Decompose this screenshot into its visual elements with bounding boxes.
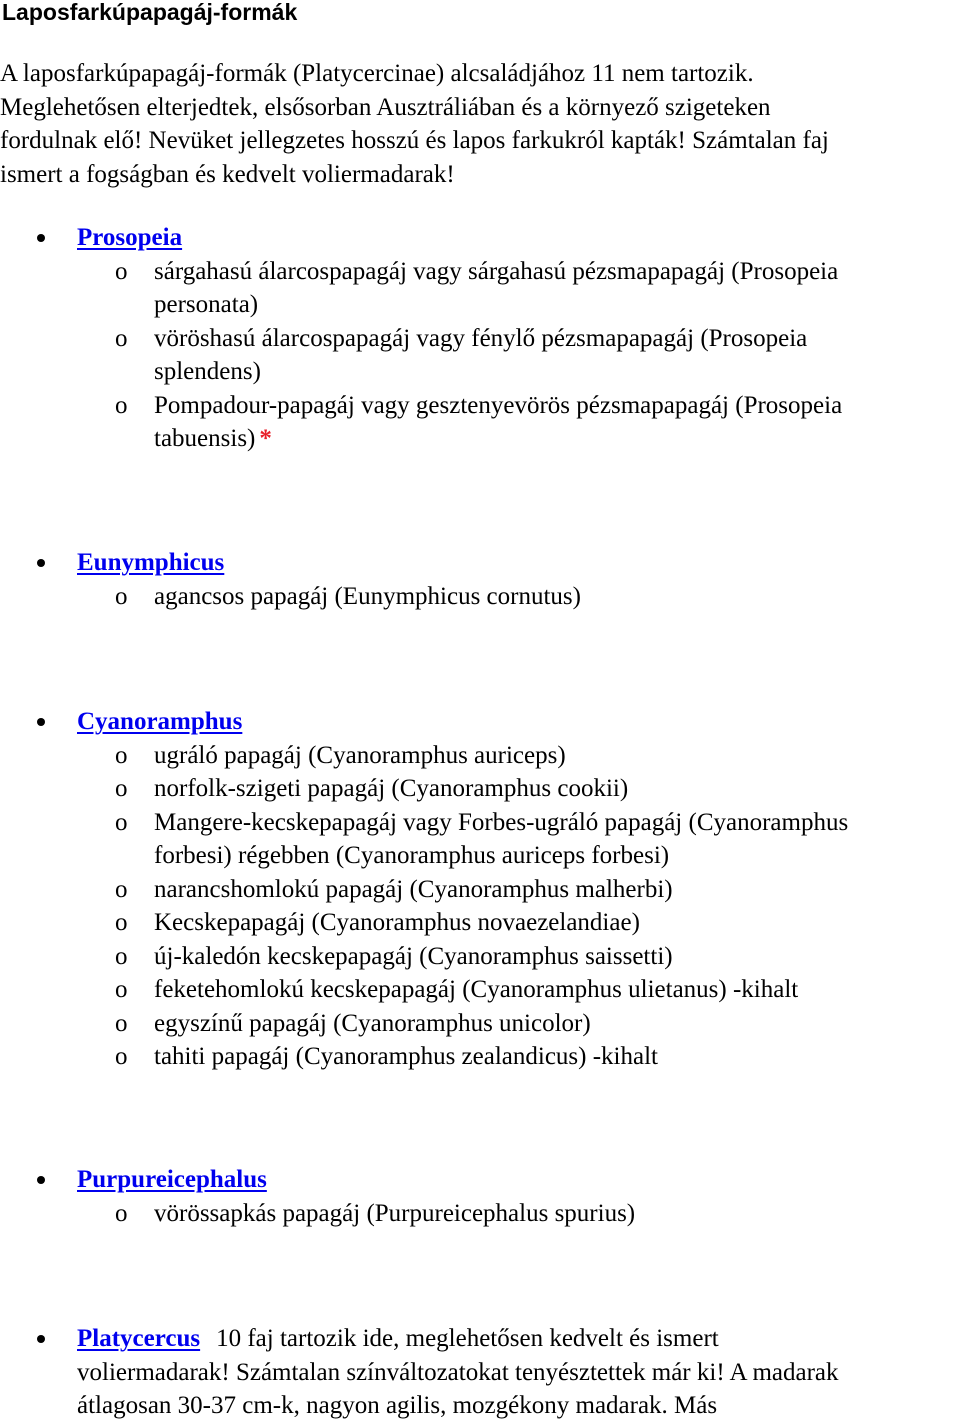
circle-bullet-icon: o bbox=[115, 976, 128, 1003]
list-item bbox=[0, 906, 960, 940]
list-item bbox=[0, 940, 960, 974]
list-item bbox=[0, 255, 960, 322]
genus-link-platycercus[interactable]: Platycercus bbox=[77, 1325, 201, 1352]
list-item bbox=[0, 580, 960, 614]
genus-item bbox=[0, 705, 960, 739]
species-text: forbesi) régebben (Cyanoramphus auriceps forbesi) bbox=[154, 842, 670, 869]
species-text: tabuensis) bbox=[154, 425, 256, 452]
intro-line: A laposfarkúpapagáj-formák (Platycercinae) alcsaládjához 11 nem tartozik. bbox=[0, 60, 754, 87]
description-line: voliermadarak! Számtalan színváltozatokat tenyésztettek már ki! A madarak bbox=[77, 1358, 839, 1386]
circle-bullet-icon: o bbox=[115, 942, 128, 970]
list-item bbox=[0, 739, 960, 773]
circle-bullet-icon: o bbox=[115, 1043, 128, 1070]
list-item bbox=[0, 1007, 960, 1041]
species-text: Pompadour-papagáj vagy gesztenyevörös pézsmapapagáj (Prosopeia bbox=[154, 391, 843, 419]
species-text: feketehomlokú kecskepapagáj (Cyanoramphus ulietanus) -kihalt bbox=[154, 976, 799, 1003]
genus-description bbox=[77, 1322, 957, 1423]
intro-line: fordulnak elő! Nevüket jellegzetes hosszú és lapos farkukról kapták! Számtalan faj bbox=[0, 127, 829, 154]
species-text: tahiti papagáj (Cyanoramphus zealandicus) -kihalt bbox=[154, 1043, 658, 1070]
list-item bbox=[0, 873, 960, 907]
species-text: personata) bbox=[154, 291, 259, 318]
species-text: agancsos papagáj (Eunymphicus cornutus) bbox=[154, 582, 581, 610]
page-title: Laposfarkúpapagáj-formák bbox=[2, 0, 298, 25]
bullet-icon bbox=[37, 559, 45, 567]
species-text: Mangere-kecskepapagáj vagy Forbes-ugráló papagáj (Cyanoramphus bbox=[154, 808, 849, 836]
species-list bbox=[0, 580, 960, 614]
circle-bullet-icon: o bbox=[115, 909, 128, 936]
species-text: Kecskepapagáj (Cyanoramphus novaezelandiae) bbox=[154, 909, 640, 936]
genus-item bbox=[0, 1163, 960, 1197]
circle-bullet-icon: o bbox=[115, 257, 128, 285]
description-line bbox=[77, 1322, 957, 1356]
species-text-line bbox=[154, 422, 960, 456]
species-list bbox=[0, 739, 960, 1074]
species-text: vöröshasú álarcospapagáj vagy fénylő pézsmapapagáj (Prosopeia bbox=[154, 324, 808, 352]
list-item bbox=[0, 1197, 960, 1231]
genus-link-cyanoramphus[interactable]: Cyanoramphus bbox=[77, 708, 243, 735]
description-line: átlagosan 30-37 cm-k, nagyon agilis, mozgékony madarak. Más bbox=[77, 1392, 718, 1419]
species-text: vörössapkás papagáj (Purpureicephalus spurius) bbox=[154, 1199, 636, 1227]
bullet-icon bbox=[37, 1335, 45, 1343]
list-item bbox=[0, 322, 960, 389]
circle-bullet-icon: o bbox=[115, 808, 128, 836]
bullet-icon bbox=[37, 234, 45, 242]
species-text: splendens) bbox=[154, 358, 261, 385]
species-text: norfolk-szigeti papagáj (Cyanoramphus cookii) bbox=[154, 775, 629, 802]
genus-link-eunymphicus[interactable]: Eunymphicus bbox=[77, 549, 225, 576]
list-item bbox=[0, 772, 960, 806]
list-item bbox=[0, 389, 960, 456]
genus-section-eunymphicus bbox=[0, 546, 960, 613]
species-list bbox=[0, 255, 960, 456]
bullet-icon bbox=[37, 1176, 45, 1184]
circle-bullet-icon: o bbox=[115, 775, 128, 802]
genus-section-cyanoramphus bbox=[0, 705, 960, 1074]
list-item bbox=[0, 1040, 960, 1074]
description-text: 10 faj tartozik ide, meglehetősen kedvelt és ismert bbox=[216, 1325, 719, 1352]
species-text: új-kaledón kecskepapagáj (Cyanoramphus saissetti) bbox=[154, 942, 673, 970]
circle-bullet-icon: o bbox=[115, 1009, 128, 1037]
species-text: narancshomlokú papagáj (Cyanoramphus malherbi) bbox=[154, 875, 673, 903]
intro-paragraph bbox=[0, 57, 960, 191]
species-text: egyszínű papagáj (Cyanoramphus unicolor) bbox=[154, 1009, 591, 1037]
species-text: ugráló papagáj (Cyanoramphus auriceps) bbox=[154, 741, 566, 769]
list-item bbox=[0, 973, 960, 1007]
circle-bullet-icon: o bbox=[115, 582, 128, 610]
circle-bullet-icon: o bbox=[115, 741, 128, 769]
list-item bbox=[0, 806, 960, 873]
genus-link-purpureicephalus[interactable]: Purpureicephalus bbox=[77, 1166, 267, 1193]
circle-bullet-icon: o bbox=[115, 324, 128, 352]
intro-line: Meglehetősen elterjedtek, elsősorban Ausztráliában és a környező szigeteken bbox=[0, 93, 771, 121]
asterisk-marker: * bbox=[259, 425, 272, 452]
genus-section-purpureicephalus bbox=[0, 1163, 960, 1230]
intro-line: ismert a fogságban és kedvelt voliermadarak! bbox=[0, 160, 455, 188]
genus-section-prosopeia bbox=[0, 221, 960, 456]
circle-bullet-icon: o bbox=[115, 875, 128, 903]
genus-link-prosopeia[interactable]: Prosopeia bbox=[77, 224, 183, 251]
circle-bullet-icon: o bbox=[115, 391, 128, 419]
circle-bullet-icon: o bbox=[115, 1199, 128, 1227]
species-text: sárgahasú álarcospapagáj vagy sárgahasú pézsmapapagáj (Prosopeia bbox=[154, 257, 839, 285]
bullet-icon bbox=[37, 718, 45, 726]
species-list bbox=[0, 1197, 960, 1231]
genus-item bbox=[0, 221, 960, 255]
genus-item bbox=[0, 546, 960, 580]
